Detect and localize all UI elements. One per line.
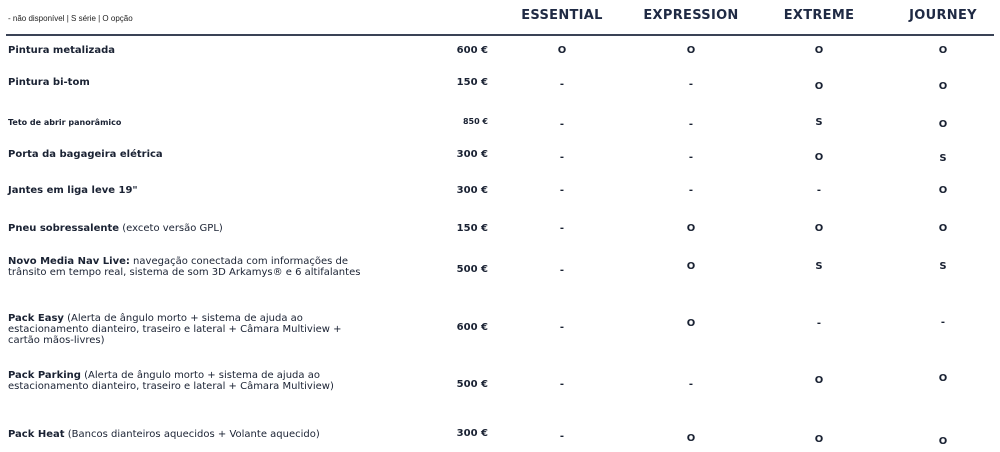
cell-expression: -: [688, 379, 694, 390]
row-name: Pack Easy: [8, 313, 64, 324]
cell-journey: O: [938, 373, 948, 384]
cell-extreme: S: [815, 261, 823, 272]
col-journey-header: JOURNEY: [909, 8, 977, 23]
cell-expression: O: [686, 261, 696, 272]
row-price: 500 €: [456, 264, 488, 275]
row-name: Jantes em liga leve 19": [8, 185, 138, 196]
row-label: [8, 223, 408, 234]
cell-essential: -: [559, 223, 565, 234]
cell-extreme: O: [814, 434, 824, 445]
row-label: [8, 370, 353, 392]
cell-expression: O: [686, 223, 696, 234]
row-price: 500 €: [456, 379, 488, 390]
row-label: [8, 185, 408, 196]
row-label: [8, 256, 380, 278]
cell-essential: -: [559, 379, 565, 390]
row-name: Pintura bi-tom: [8, 77, 90, 88]
cell-essential: -: [559, 119, 565, 130]
legend: - não disponível | S série | O opção: [8, 14, 133, 23]
row-name: Teto de abrir panorâmico: [8, 118, 122, 127]
cell-journey: O: [938, 81, 948, 92]
row-price: 300 €: [456, 185, 488, 196]
row-desc: (Alerta de ângulo morto + sistema de ajuda ao estacionamento dianteiro, traseiro e lateral + Câmara Multiview + cartão mãos-livres): [8, 313, 342, 346]
cell-expression: -: [688, 79, 694, 90]
cell-essential: -: [559, 322, 565, 333]
row-desc: (Bancos dianteiros aquecidos + Volante aquecido): [64, 429, 320, 440]
cell-essential: -: [559, 79, 565, 90]
cell-expression: -: [688, 185, 694, 196]
cell-expression: -: [688, 119, 694, 130]
cell-extreme: O: [814, 152, 824, 163]
cell-extreme: -: [816, 185, 822, 196]
row-price: 150 €: [456, 223, 488, 234]
cell-journey: O: [938, 119, 948, 130]
row-name: Porta da bagageira elétrica: [8, 149, 163, 160]
row-desc: navegação conectada com informações de trânsito em tempo real, sistema de som 3D Arkamys® e 6 altifalantes: [8, 256, 361, 278]
cell-essential: -: [559, 431, 565, 442]
cell-extreme: O: [814, 45, 824, 56]
cell-expression: O: [686, 318, 696, 329]
cell-essential: -: [559, 185, 565, 196]
cell-extreme: O: [814, 375, 824, 386]
row-label: [8, 117, 408, 128]
col-extreme-header: EXTREME: [783, 8, 855, 23]
row-price: 600 €: [456, 45, 488, 56]
row-label: [8, 45, 408, 56]
cell-extreme: O: [814, 223, 824, 234]
cell-extreme: O: [814, 81, 824, 92]
cell-journey: -: [940, 317, 946, 328]
cell-extreme: S: [815, 117, 823, 128]
row-price: 300 €: [456, 428, 488, 439]
row-price: 850 €: [462, 117, 488, 126]
row-desc: (exceto versão GPL): [119, 223, 223, 234]
row-name: Novo Media Nav Live:: [8, 256, 130, 267]
row-price: 150 €: [456, 77, 488, 88]
row-name: Pack Heat: [8, 429, 65, 440]
cell-expression: O: [686, 433, 696, 444]
row-label: [8, 149, 408, 160]
cell-journey: O: [938, 436, 948, 447]
row-label: [8, 429, 408, 440]
row-name: Pintura metalizada: [8, 45, 115, 56]
cell-extreme: -: [816, 318, 822, 329]
col-expression-header: EXPRESSION: [643, 8, 739, 23]
row-price: 300 €: [456, 149, 488, 160]
cell-journey: O: [938, 45, 948, 56]
cell-journey: O: [938, 185, 948, 196]
cell-expression: -: [688, 152, 694, 163]
row-name: Pack Parking: [8, 370, 81, 381]
header-divider: [6, 34, 994, 36]
row-desc: (Alerta de ângulo morto + sistema de ajuda ao estacionamento dianteiro, traseiro e lateral + Câmara Multiview): [8, 370, 334, 392]
row-price: 600 €: [456, 322, 488, 333]
col-essential-header: ESSENTIAL: [521, 8, 603, 23]
cell-essential: -: [559, 152, 565, 163]
cell-essential: -: [559, 265, 565, 276]
cell-expression: O: [686, 45, 696, 56]
row-name: Pneu sobressalente: [8, 223, 120, 234]
row-label: [8, 313, 353, 346]
row-label: [8, 77, 408, 88]
cell-essential: O: [557, 45, 567, 56]
cell-journey: S: [939, 153, 947, 164]
cell-journey: O: [938, 223, 948, 234]
cell-journey: S: [939, 261, 947, 272]
